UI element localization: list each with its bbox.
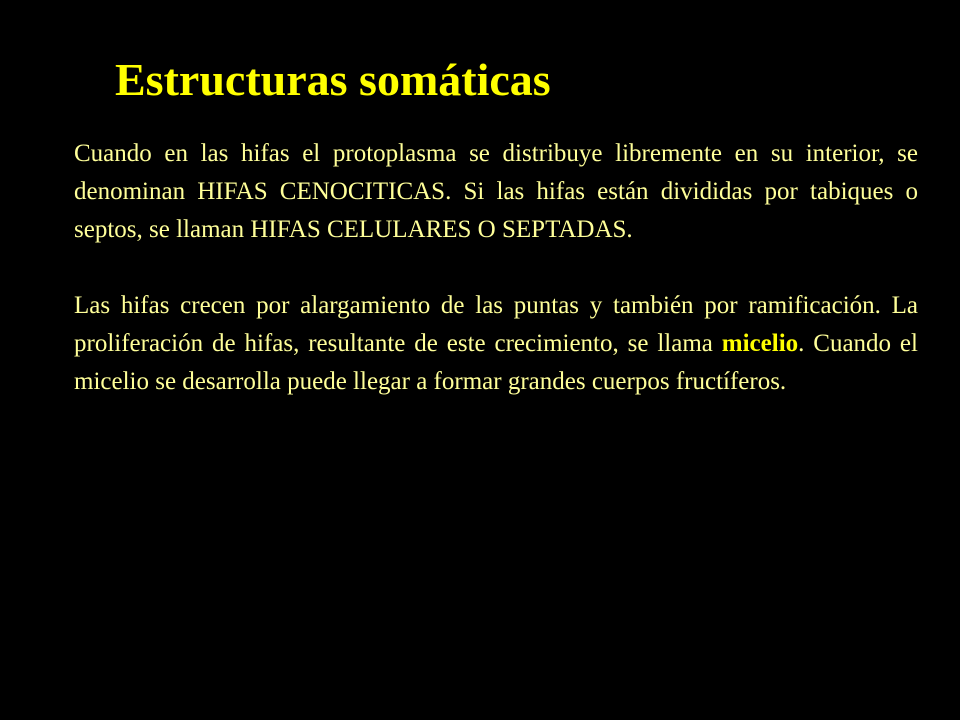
paragraph-mycelium-text-after: . Cuando el micelio se desarrolla puede llegar a formar grandes cuerpos fructíferos. [74, 330, 918, 395]
term-micelio: micelio [721, 330, 799, 357]
paragraph-mycelium [74, 287, 918, 401]
slide-title: Estructuras somáticas [115, 54, 551, 105]
slide-body [74, 135, 918, 401]
paragraph-mycelium-text-before: Las hifas crecen por alargamiento de las puntas y también por ramificación. La proliferación de hifas, resultante de este crecimiento, se llama [74, 292, 918, 357]
paragraph-hyphae-types: Cuando en las hifas el protoplasma se distribuye libremente en su interior, se denominan HIFAS CENOCITICAS. Si las hifas están divididas por tabiques o septos, se llaman HIFAS CELULARES O SEPTADAS. [74, 140, 918, 243]
